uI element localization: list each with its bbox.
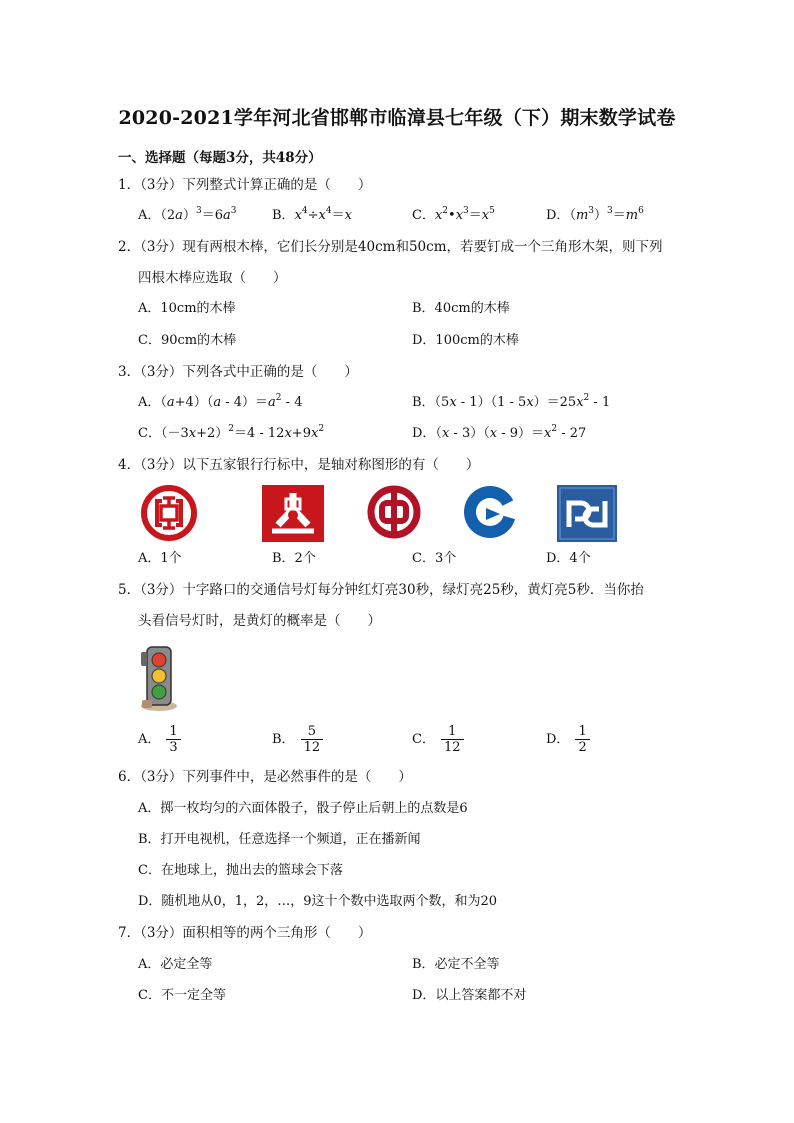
q2-option-a: A．10cm的木棒 xyxy=(138,301,236,316)
q2-option-b: B．40cm的木棒 xyxy=(412,301,510,316)
q5-option-b: B． $\frac{5}{12}$ xyxy=(272,724,323,755)
q4-option-c: C．3个 xyxy=(412,551,457,566)
section-heading: 一、选择题（每题3分，共48分） xyxy=(118,150,322,166)
q3-option-b: B．$(5x - 1)(1 - 5x)=25x^2 - 1$ xyxy=(412,393,611,410)
fraction-one-third: $\frac{1}{3}$ xyxy=(166,724,180,755)
q5-option-c: C． $\frac{1}{12}$ xyxy=(412,724,464,755)
q7-option-d: D．以上答案都不对 xyxy=(412,988,527,1003)
abc-logo-icon xyxy=(262,485,324,542)
q5-option-a: A． $\frac{1}{3}$ xyxy=(138,724,181,755)
spdb-logo-icon xyxy=(557,485,617,542)
q7-option-c: C．不一定全等 xyxy=(138,988,226,1003)
q7-option-a: A．必定全等 xyxy=(138,957,213,972)
q3-stem: 3．（3分）下列各式中正确的是（ ） xyxy=(118,364,358,380)
q1-stem: 1．（3分）下列整式计算正确的是（ ） xyxy=(118,177,372,193)
q5-stem-line2: 头看信号灯时，是黄灯的概率是（ ） xyxy=(138,613,381,629)
q3-option-d: D．$(x - 3)(x - 9)=x^2 - 27$ xyxy=(412,424,587,441)
q4-option-a: A．1个 xyxy=(138,551,182,566)
q6-option-d: D．随机地从0，1，2，…，9这十个数中选取两个数，和为20 xyxy=(138,894,498,909)
q5-option-d: D． $\frac{1}{2}$ xyxy=(546,724,590,755)
q3-option-c: C．$(-3x+2)^2=4 - 12x+9x^2$ xyxy=(138,424,325,441)
q6-option-c: C．在地球上，抛出去的篮球会下落 xyxy=(138,863,343,878)
q6-option-a: A．掷一枚均匀的六面体骰子，骰子停止后朝上的点数是6 xyxy=(138,801,468,816)
q6-option-b: B．打开电视机，任意选择一个频道，正在播新闻 xyxy=(138,832,421,847)
q4-option-b: B．2个 xyxy=(272,551,316,566)
q3-option-a: A．$(a+4)(a - 4)=a^2 - 4$ xyxy=(138,393,303,410)
q5-stem-line1: 5．（3分）十字路口的交通信号灯每分钟红灯亮30秒，绿灯亮25秒，黄灯亮5秒．当你抬 xyxy=(118,582,644,598)
q7-option-b: B．必定不全等 xyxy=(412,957,500,972)
q2-stem-line1: 2．（3分）现有两根木棒，它们长分别是40cm和50cm，若要钉成一个三角形木架，则下列 xyxy=(118,239,663,255)
q1-option-d: D．$(m^3)^3=m^6$ xyxy=(546,206,644,223)
q1-option-c: C．$x^2•x^3=x^5$ xyxy=(412,206,495,223)
ccb-logo-icon xyxy=(462,484,518,540)
q4-option-d: D．4个 xyxy=(546,551,591,566)
q2-option-c: C．90cm的木棒 xyxy=(138,333,237,348)
q2-option-d: D．100cm的木棒 xyxy=(412,333,519,348)
q1-option-a: A．$(2a)^3=6a^3$ xyxy=(138,206,237,223)
boc-logo-icon xyxy=(366,484,422,540)
fraction-five-twelfths: $\frac{5}{12}$ xyxy=(301,724,324,755)
traffic-light-icon xyxy=(138,644,180,712)
page-title: 2020-2021学年河北省邯郸市临漳县七年级（下）期末数学试卷 xyxy=(118,107,676,129)
fraction-one-twelfth: $\frac{1}{12}$ xyxy=(441,724,464,755)
icbc-logo-icon xyxy=(140,484,198,542)
q4-stem: 4．（3分）以下五家银行行标中，是轴对称图形的有（ ） xyxy=(118,457,480,473)
q7-stem: 7．（3分）面积相等的两个三角形（ ） xyxy=(118,925,372,941)
q6-stem: 6．（3分）下列事件中，是必然事件的是（ ） xyxy=(118,769,412,785)
fraction-one-half: $\frac{1}{2}$ xyxy=(575,724,589,755)
q2-stem-line2: 四根木棒应选取（ ） xyxy=(138,270,287,286)
q1-option-b: B．$x^4\div x^4=x$ xyxy=(272,206,352,223)
